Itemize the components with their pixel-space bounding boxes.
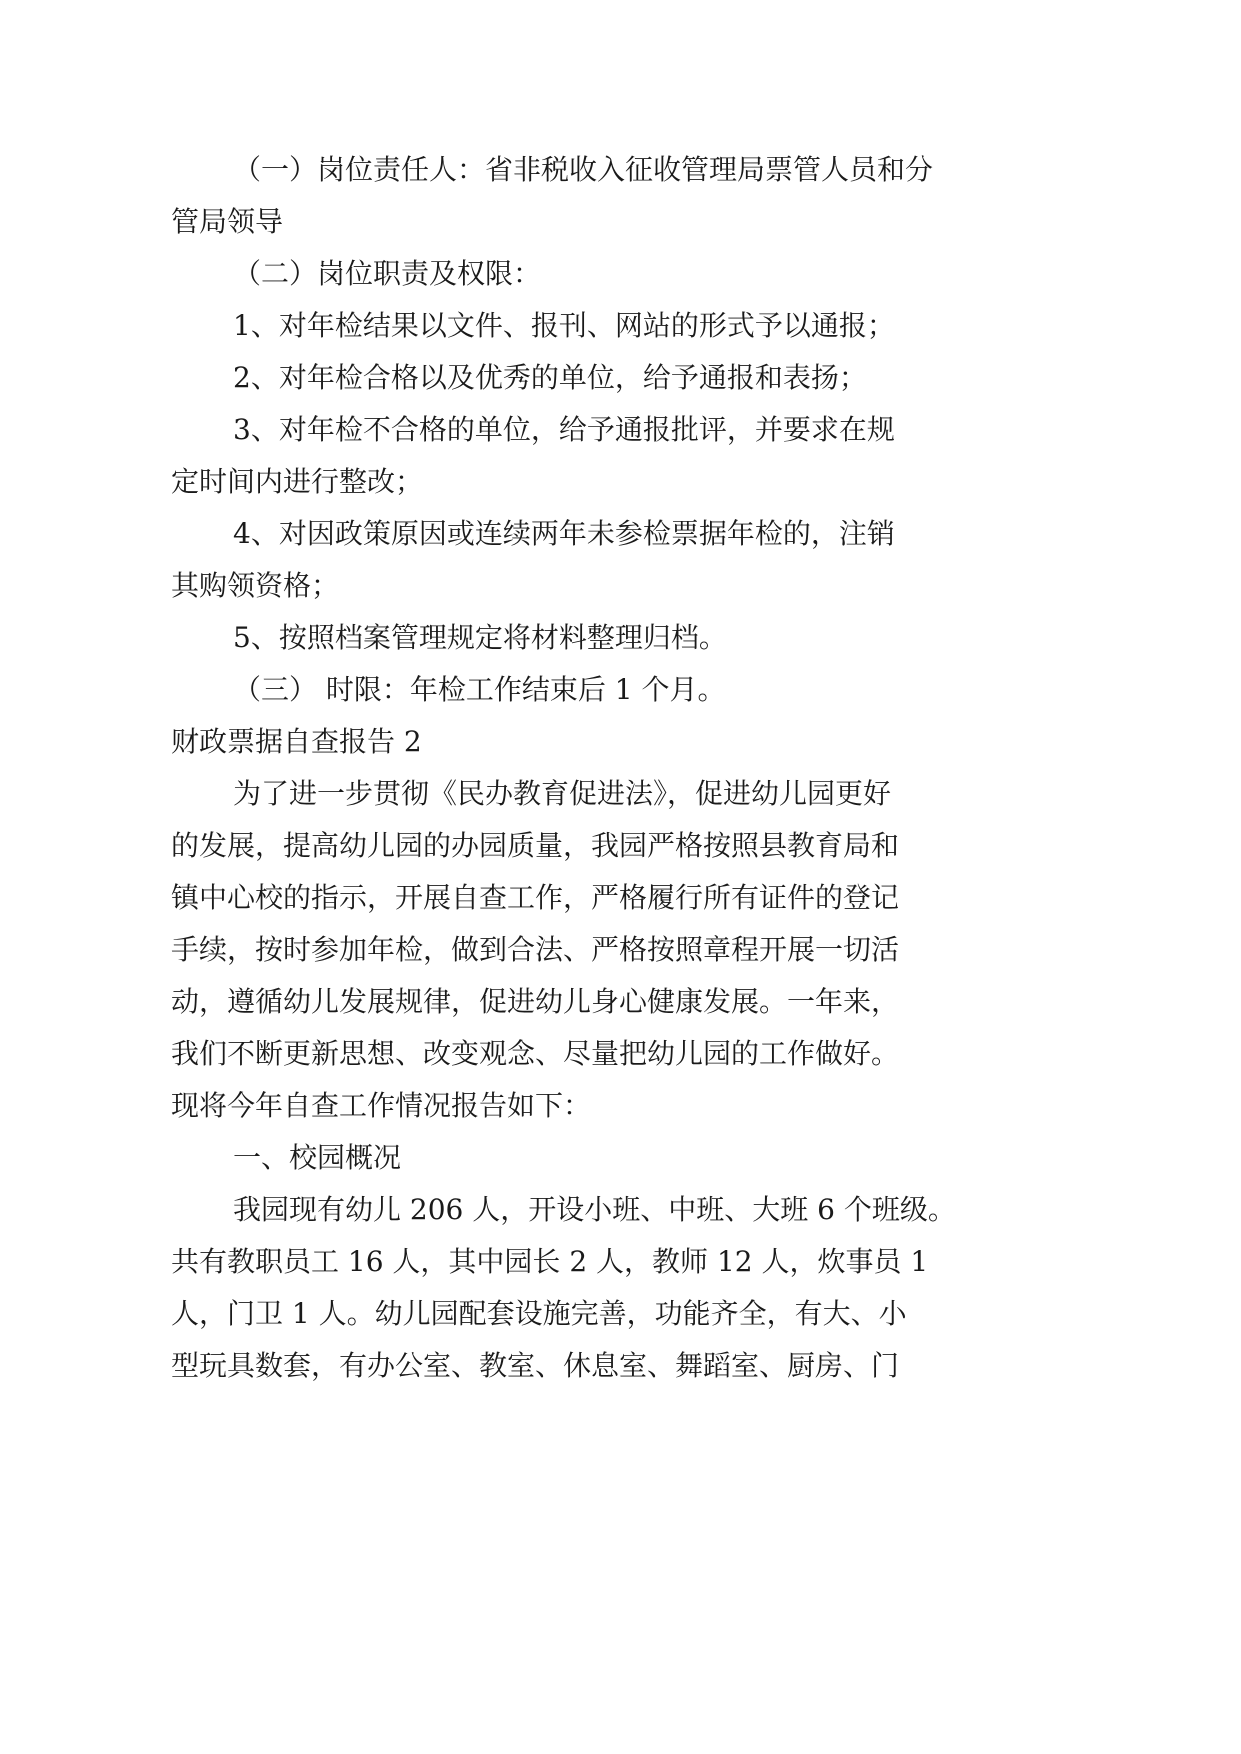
paragraph-line: 2、对年检合格以及优秀的单位，给予通报和表扬； bbox=[233, 361, 867, 394]
paragraph-line: 人，门卫 1 人。幼儿园配套设施完善，功能齐全，有大、小 bbox=[171, 1297, 907, 1330]
paragraph-line: （一）岗位责任人：省非税收入征收管理局票管人员和分 bbox=[233, 153, 934, 186]
paragraph-line: 定时间内进行整改； bbox=[171, 465, 424, 498]
paragraph-line: 共有教职员工 16 人，其中园长 2 人，教师 12 人，炊事员 1 bbox=[171, 1245, 929, 1278]
paragraph-line: 手续，按时参加年检，做到合法、严格按照章程开展一切活 bbox=[171, 933, 900, 966]
paragraph-line: （三） 时限：年检工作结束后 1 个月。 bbox=[233, 673, 726, 706]
paragraph-line: 管局领导 bbox=[171, 205, 284, 238]
paragraph-line: 4、对因政策原因或连续两年未参检票据年检的，注销 bbox=[233, 517, 895, 550]
paragraph-line: 镇中心校的指示，开展自查工作，严格履行所有证件的登记 bbox=[171, 881, 900, 914]
subsection-heading: 一、校园概况 bbox=[233, 1141, 402, 1174]
section-heading: 财政票据自查报告 2 bbox=[171, 725, 422, 758]
paragraph-line: 为了进一步贯彻《民办教育促进法》，促进幼儿园更好 bbox=[233, 777, 892, 810]
paragraph-line: 3、对年检不合格的单位，给予通报批评，并要求在规 bbox=[233, 413, 895, 446]
paragraph-line: （二）岗位职责及权限： bbox=[233, 257, 542, 290]
paragraph-line: 其购领资格； bbox=[171, 569, 340, 602]
paragraph-line: 我园现有幼儿 206 人，开设小班、中班、大班 6 个班级。 bbox=[233, 1193, 956, 1226]
paragraph-line: 的发展，提高幼儿园的办园质量，我园严格按照县教育局和 bbox=[171, 829, 900, 862]
paragraph-line: 动，遵循幼儿发展规律，促进幼儿身心健康发展。一年来， bbox=[171, 985, 900, 1018]
paragraph-line: 型玩具数套，有办公室、教室、休息室、舞蹈室、厨房、门 bbox=[171, 1349, 900, 1382]
paragraph-line: 现将今年自查工作情况报告如下： bbox=[171, 1089, 592, 1122]
paragraph-line: 5、按照档案管理规定将材料整理归档。 bbox=[233, 621, 727, 654]
paragraph-line: 我们不断更新思想、改变观念、尽量把幼儿园的工作做好。 bbox=[171, 1037, 900, 1070]
paragraph-line: 1、对年检结果以文件、报刊、网站的形式予以通报； bbox=[233, 309, 895, 342]
